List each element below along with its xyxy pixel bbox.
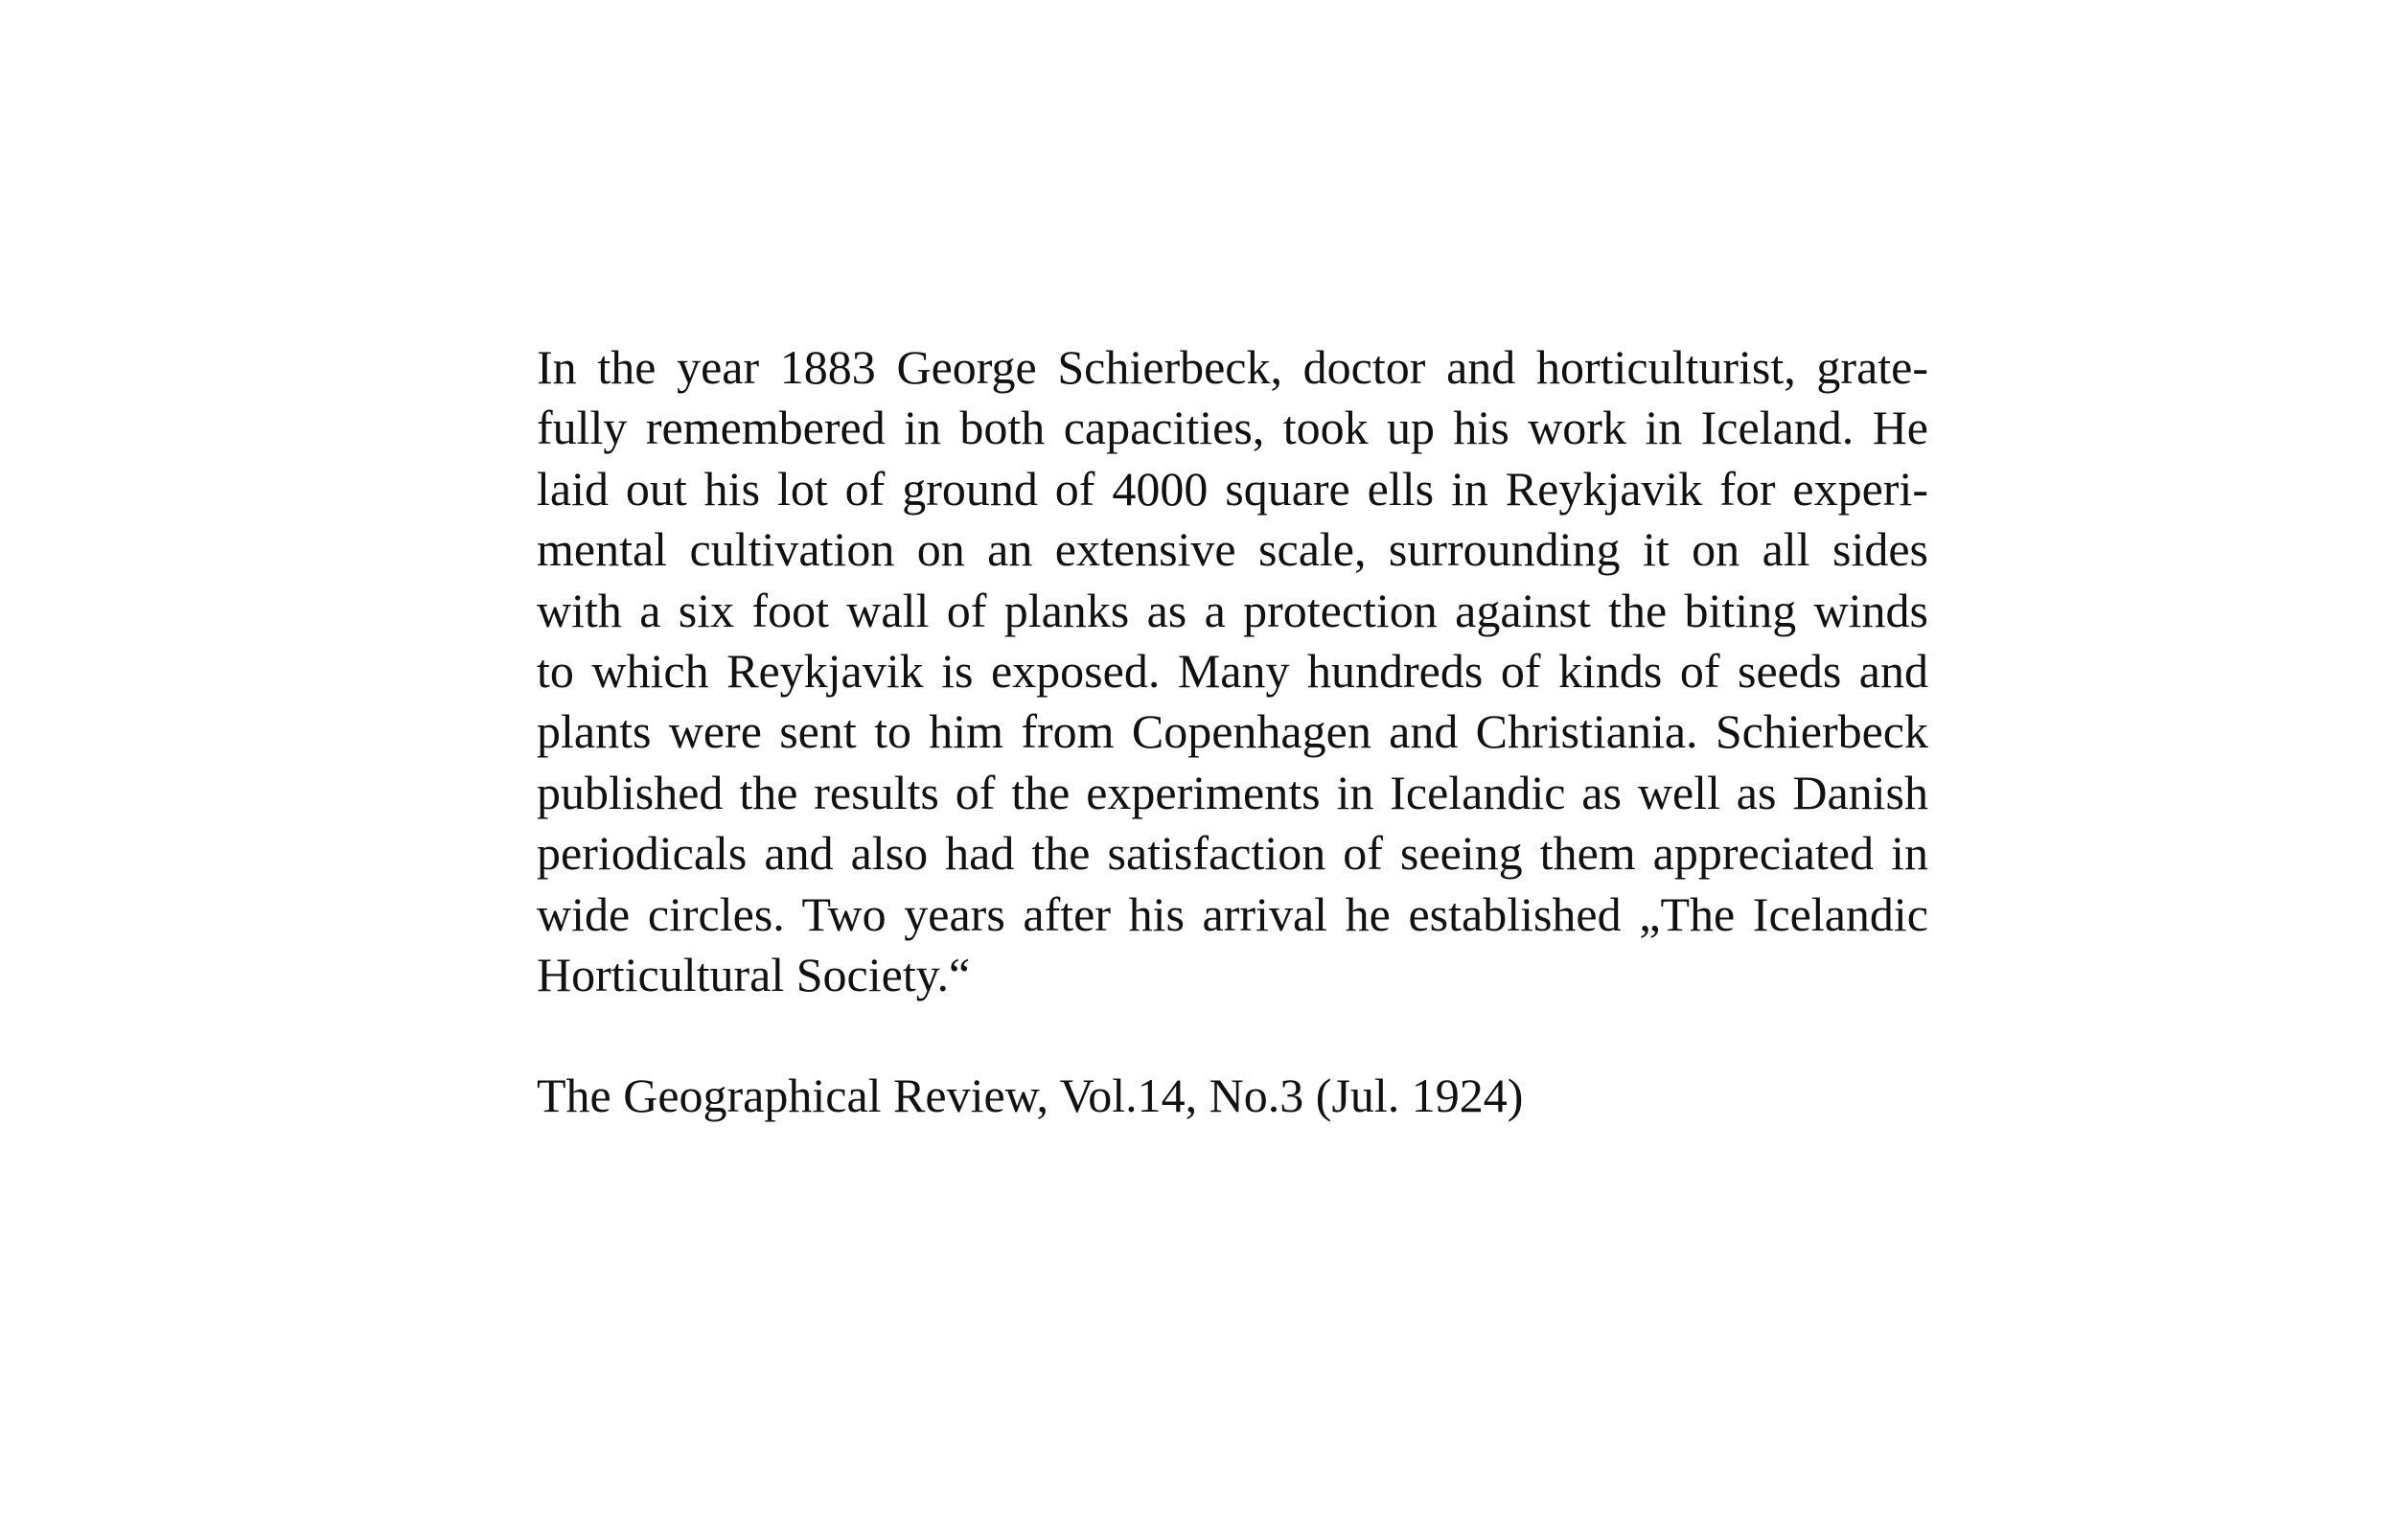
quote-paragraph [537,337,1928,1005]
paragraph-line-9: periodicals and also had the satisfaction of seeing them appreciated in [537,826,1928,881]
paragraph-line-4: mental cultivation on an extensive scale, surrounding it on all sides [537,522,1928,577]
paragraph-line-7: plants were sent to him from Copenhagen and Christiania. Schierbeck [537,704,1928,759]
paragraph-line-5: with a six foot wall of planks as a protection against the biting winds [537,583,1928,637]
paragraph-line-11: Horticultural Society.“ [537,948,971,1002]
paragraph-line-1: In the year 1883 George Schierbeck, doctor and horticulturist, grate- [537,340,1928,394]
quote-text-block [537,337,1928,1127]
paragraph-line-6: to which Reykjavik is exposed. Many hundreds of kinds of seeds and [537,644,1928,699]
paragraph-line-8: published the results of the experiments in Icelandic as well as Danish [537,765,1928,819]
paragraph-line-3: laid out his lot of ground of 4000 square ells in Reykjavik for experi- [537,461,1928,516]
paragraph-line-2: fully remembered in both capacities, took up his work in Iceland. He [537,401,1928,455]
citation: The Geographical Review, Vol.14, No.3 (Jul. 1924) [537,1069,1524,1123]
paragraph-line-10: wide circles. Two years after his arrival he established „The Icelandic [537,886,1928,941]
